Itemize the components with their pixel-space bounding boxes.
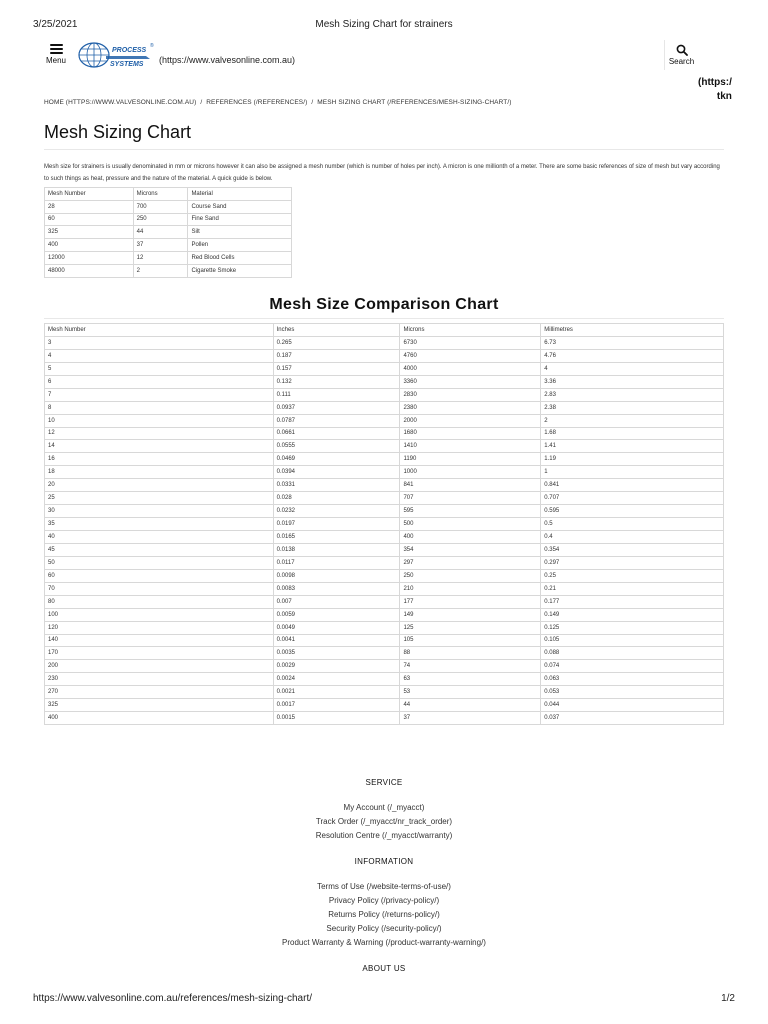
table-cell: 0.0059: [273, 608, 400, 621]
table-header-cell: Mesh Number: [45, 324, 274, 337]
table-cell: 45: [45, 543, 274, 556]
table-cell: 70: [45, 582, 274, 595]
table-cell: 6: [45, 375, 274, 388]
table-cell: 44: [133, 226, 188, 239]
table-cell: 0.265: [273, 336, 400, 349]
footer-link-terms[interactable]: Terms of Use (/website-terms-of-use/): [317, 882, 451, 891]
table-cell: 4000: [400, 362, 541, 375]
table-cell: 297: [400, 556, 541, 569]
comparison-heading: Mesh Size Comparison Chart: [269, 296, 499, 313]
comparison-table: [44, 323, 724, 725]
table-cell: Silt: [188, 226, 292, 239]
table-row: [45, 414, 724, 427]
table-cell: 0.157: [273, 362, 400, 375]
table-cell: 0.0029: [273, 660, 400, 673]
table-cell: 74: [400, 660, 541, 673]
globe-icon: [79, 43, 109, 67]
table-row: [45, 647, 724, 660]
table-header-row: [45, 324, 724, 337]
table-header-cell: Inches: [273, 324, 400, 337]
table-header-cell: Microns: [133, 188, 188, 201]
table-cell: 0.0331: [273, 479, 400, 492]
table-row: [45, 401, 724, 414]
table-row: [45, 213, 292, 226]
table-cell: 12000: [45, 251, 134, 264]
table-row: [45, 479, 724, 492]
table-cell: 28: [45, 200, 134, 213]
table-cell: 4760: [400, 349, 541, 362]
table-cell: 0.0555: [273, 440, 400, 453]
quick-guide-table: [44, 187, 292, 278]
table-row: [45, 660, 724, 673]
table-cell: 120: [45, 621, 274, 634]
table-cell: 400: [45, 712, 274, 725]
breadcrumb-current[interactable]: MESH SIZING CHART (/REFERENCES/MESH-SIZING-CHART/): [317, 99, 512, 106]
table-cell: 4: [541, 362, 724, 375]
table-cell: 0.0024: [273, 673, 400, 686]
logo-registered: ®: [150, 43, 154, 49]
table-row: [45, 712, 724, 725]
table-header-cell: Millimetres: [541, 324, 724, 337]
table-cell: 0.0138: [273, 543, 400, 556]
table-cell: 0.044: [541, 699, 724, 712]
table-cell: 4.76: [541, 349, 724, 362]
table-row: [45, 699, 724, 712]
process-systems-logo[interactable]: [76, 40, 158, 70]
table-cell: 1410: [400, 440, 541, 453]
table-cell: 0.0083: [273, 582, 400, 595]
table-cell: 0.0394: [273, 466, 400, 479]
table-cell: 250: [133, 213, 188, 226]
table-row: [45, 388, 724, 401]
table-cell: 250: [400, 569, 541, 582]
breadcrumb-separator: /: [311, 99, 314, 106]
table-cell: 0.149: [541, 608, 724, 621]
logo-text-bottom: SYSTEMS: [110, 61, 144, 68]
title-divider: [44, 149, 724, 150]
table-row: [45, 375, 724, 388]
table-cell: 0.0787: [273, 414, 400, 427]
search-label: Search: [668, 57, 695, 66]
footer-link-privacy[interactable]: Privacy Policy (/privacy-policy/): [328, 896, 440, 905]
table-cell: 354: [400, 543, 541, 556]
table-cell: Course Sand: [188, 200, 292, 213]
table-cell: 3360: [400, 375, 541, 388]
table-row: [45, 543, 724, 556]
table-cell: 1.19: [541, 453, 724, 466]
table-header-cell: Material: [188, 188, 292, 201]
table-row: [45, 200, 292, 213]
table-cell: 0.177: [541, 595, 724, 608]
table-cell: 100: [45, 608, 274, 621]
table-cell: 12: [133, 251, 188, 264]
table-cell: 6.73: [541, 336, 724, 349]
service-heading: SERVICE: [365, 778, 403, 787]
table-cell: 0.063: [541, 673, 724, 686]
table-cell: 5: [45, 362, 274, 375]
truncated-link[interactable]: [698, 76, 732, 104]
table-row: [45, 608, 724, 621]
intro-paragraph: Mesh size for strainers is usually denominated in mm or microns however it can also be assigned a mesh number (which is number of holes per inch). A micron is one millionth of a meter. There are some basic references of size of mesh but vary according to such things as heat, pressure and the nature of the material. A quick guide is below.: [44, 164, 720, 182]
table-cell: 0.0469: [273, 453, 400, 466]
table-cell: Fine Sand: [188, 213, 292, 226]
table-cell: 0.4: [541, 531, 724, 544]
table-row: [45, 453, 724, 466]
about-heading[interactable]: ABOUT US: [362, 964, 406, 973]
table-cell: 80: [45, 595, 274, 608]
table-cell: Red Blood Cells: [188, 251, 292, 264]
table-cell: 0.132: [273, 375, 400, 388]
breadcrumb-separator: /: [200, 99, 203, 106]
table-cell: 60: [45, 213, 134, 226]
table-cell: 325: [45, 699, 274, 712]
table-cell: 0.841: [541, 479, 724, 492]
table-row: [45, 239, 292, 252]
site-footer: [0, 778, 768, 987]
table-cell: 0.21: [541, 582, 724, 595]
table-cell: 2.83: [541, 388, 724, 401]
table-row: [45, 427, 724, 440]
table-cell: 0.125: [541, 621, 724, 634]
table-cell: 16: [45, 453, 274, 466]
table-cell: 0.088: [541, 647, 724, 660]
information-heading: INFORMATION: [354, 857, 414, 866]
table-cell: 1.41: [541, 440, 724, 453]
table-cell: 18: [45, 466, 274, 479]
table-cell: 12: [45, 427, 274, 440]
table-header-row: [45, 188, 292, 201]
table-cell: 44: [400, 699, 541, 712]
table-cell: 200: [45, 660, 274, 673]
table-cell: 3.36: [541, 375, 724, 388]
table-cell: 0.0041: [273, 634, 400, 647]
table-cell: 63: [400, 673, 541, 686]
table-cell: 0.5: [541, 518, 724, 531]
breadcrumb-home[interactable]: HOME (HTTPS://WWW.VALVESONLINE.COM.AU): [44, 99, 197, 106]
table-cell: 0.0661: [273, 427, 400, 440]
table-cell: 2: [133, 264, 188, 277]
table-row: [45, 582, 724, 595]
table-row: [45, 518, 724, 531]
footer-link-returns[interactable]: Returns Policy (/returns-policy/): [328, 910, 440, 919]
table-cell: 2830: [400, 388, 541, 401]
table-cell: 595: [400, 505, 541, 518]
table-cell: 0.354: [541, 543, 724, 556]
table-cell: 400: [45, 239, 134, 252]
table-header-cell: Mesh Number: [45, 188, 134, 201]
footer-link-my-account[interactable]: My Account (/_myacct): [343, 803, 425, 812]
information-links: [0, 880, 768, 950]
table-cell: 35: [45, 518, 274, 531]
table-cell: 0.595: [541, 505, 724, 518]
logo-url-text[interactable]: (https://www.valvesonline.com.au): [159, 55, 296, 65]
table-row: [45, 440, 724, 453]
table-cell: 0.053: [541, 686, 724, 699]
table-row: [45, 362, 724, 375]
table-cell: 500: [400, 518, 541, 531]
table-row: [45, 251, 292, 264]
table-cell: 2: [541, 414, 724, 427]
table-cell: 0.074: [541, 660, 724, 673]
table-cell: 0.0021: [273, 686, 400, 699]
table-cell: 0.037: [541, 712, 724, 725]
table-row: [45, 336, 724, 349]
table-cell: 0.25: [541, 569, 724, 582]
table-cell: 0.105: [541, 634, 724, 647]
table-cell: 325: [45, 226, 134, 239]
print-date: 3/25/2021: [33, 19, 78, 30]
table-cell: 0.0017: [273, 699, 400, 712]
table-cell: 2000: [400, 414, 541, 427]
table-row: [45, 673, 724, 686]
table-cell: 40: [45, 531, 274, 544]
table-cell: 0.0117: [273, 556, 400, 569]
table-cell: 53: [400, 686, 541, 699]
table-cell: 0.0049: [273, 621, 400, 634]
comparison-divider: [44, 318, 724, 319]
table-cell: 230: [45, 673, 274, 686]
table-cell: 0.0197: [273, 518, 400, 531]
table-cell: 0.0098: [273, 569, 400, 582]
print-title: Mesh Sizing Chart for strainers: [315, 19, 453, 30]
table-cell: 3: [45, 336, 274, 349]
table-row: [45, 531, 724, 544]
table-row: [45, 492, 724, 505]
table-cell: 60: [45, 569, 274, 582]
table-cell: 105: [400, 634, 541, 647]
table-row: [45, 264, 292, 277]
table-row: [45, 466, 724, 479]
table-cell: 125: [400, 621, 541, 634]
table-cell: 7: [45, 388, 274, 401]
breadcrumb: [44, 99, 512, 106]
logo-text-top: PROCESS: [112, 47, 147, 54]
table-row: [45, 505, 724, 518]
print-url: https://www.valvesonline.com.au/references/mesh-sizing-chart/: [33, 993, 313, 1004]
print-page-number: 1/2: [721, 993, 735, 1004]
table-header-cell: Microns: [400, 324, 541, 337]
search-icon: [676, 44, 688, 56]
table-row: [45, 556, 724, 569]
table-cell: 149: [400, 608, 541, 621]
table-cell: 177: [400, 595, 541, 608]
table-cell: 8: [45, 401, 274, 414]
table-cell: Cigarette Smoke: [188, 264, 292, 277]
table-cell: 2.38: [541, 401, 724, 414]
table-cell: 50: [45, 556, 274, 569]
menu-label: Menu: [45, 56, 66, 65]
truncated-link-line1: (https:/: [698, 77, 732, 88]
table-cell: 0.0015: [273, 712, 400, 725]
table-cell: 0.111: [273, 388, 400, 401]
table-cell: 1.68: [541, 427, 724, 440]
table-row: [45, 621, 724, 634]
table-cell: 0.0165: [273, 531, 400, 544]
table-cell: 700: [133, 200, 188, 213]
search-button[interactable]: [664, 40, 698, 70]
footer-link-resolution-centre[interactable]: Resolution Centre (/_myacct/warranty): [315, 831, 453, 840]
table-cell: 4: [45, 349, 274, 362]
table-cell: 1680: [400, 427, 541, 440]
footer-link-warranty[interactable]: Product Warranty & Warning (/product-warranty-warning/): [282, 938, 486, 947]
table-cell: 0.297: [541, 556, 724, 569]
hamburger-icon: [50, 44, 63, 54]
table-cell: 0.187: [273, 349, 400, 362]
table-cell: 88: [400, 647, 541, 660]
table-cell: 210: [400, 582, 541, 595]
table-cell: 1: [541, 466, 724, 479]
table-cell: 48000: [45, 264, 134, 277]
table-cell: 10: [45, 414, 274, 427]
table-cell: 0.007: [273, 595, 400, 608]
truncated-link-line2: tkn: [716, 91, 732, 102]
footer-link-track-order[interactable]: Track Order (/_myacct/nr_track_order): [315, 817, 453, 826]
table-cell: 1000: [400, 466, 541, 479]
table-cell: 400: [400, 531, 541, 544]
table-cell: 0.0035: [273, 647, 400, 660]
table-cell: 37: [400, 712, 541, 725]
table-row: [45, 686, 724, 699]
table-cell: 30: [45, 505, 274, 518]
table-cell: 20: [45, 479, 274, 492]
table-cell: 0.707: [541, 492, 724, 505]
table-cell: 841: [400, 479, 541, 492]
table-cell: 707: [400, 492, 541, 505]
table-cell: 14: [45, 440, 274, 453]
table-cell: Pollen: [188, 239, 292, 252]
table-row: [45, 634, 724, 647]
table-cell: 1190: [400, 453, 541, 466]
menu-button[interactable]: [44, 44, 68, 65]
page-title: Mesh Sizing Chart: [44, 122, 192, 142]
table-cell: 270: [45, 686, 274, 699]
table-cell: 37: [133, 239, 188, 252]
table-row: [45, 349, 724, 362]
table-cell: 170: [45, 647, 274, 660]
breadcrumb-references[interactable]: REFERENCES (/REFERENCES/): [206, 99, 308, 106]
table-cell: 6730: [400, 336, 541, 349]
table-cell: 0.0937: [273, 401, 400, 414]
table-cell: 0.028: [273, 492, 400, 505]
table-cell: 2380: [400, 401, 541, 414]
table-cell: 0.0232: [273, 505, 400, 518]
table-row: [45, 226, 292, 239]
table-row: [45, 595, 724, 608]
service-links: [0, 801, 768, 843]
table-row: [45, 569, 724, 582]
footer-link-security[interactable]: Security Policy (/security-policy/): [326, 924, 442, 933]
table-cell: 25: [45, 492, 274, 505]
table-cell: 140: [45, 634, 274, 647]
